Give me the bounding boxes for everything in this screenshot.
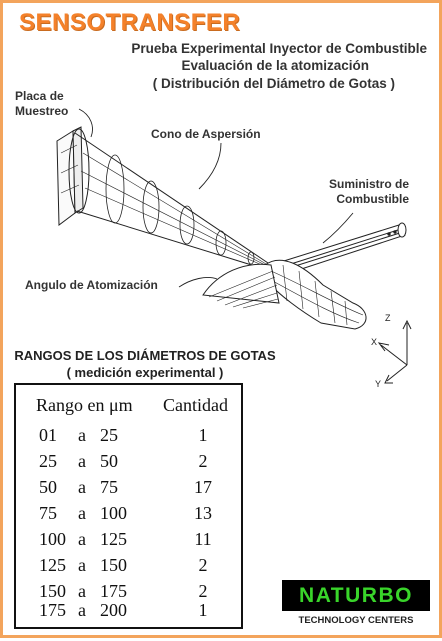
table-row <box>16 529 241 555</box>
range-count: 2 <box>198 451 208 471</box>
title-line-1: Prueba Experimental Inyector de Combustible <box>131 41 427 56</box>
label-supply <box>329 177 409 207</box>
range-to: 50 <box>100 451 118 471</box>
page-frame <box>3 3 439 635</box>
range-count: 2 <box>198 555 208 575</box>
column-header-count: Cantidad <box>163 395 228 415</box>
range-sep: a <box>78 451 86 471</box>
range-to: 100 <box>100 503 127 523</box>
range-to: 150 <box>100 555 127 575</box>
title-line-3: ( Distribución del Diámetro de Gotas ) <box>152 76 395 91</box>
range-count: 11 <box>194 529 212 549</box>
range-to: 175 <box>100 581 127 601</box>
range-to: 75 <box>100 477 118 497</box>
title-line-2: Evaluación de la atomización <box>181 58 369 73</box>
table-row <box>16 503 241 529</box>
table-row <box>16 600 241 626</box>
table-row <box>16 555 241 581</box>
angle-protractor <box>203 264 279 308</box>
range-to: 125 <box>100 529 127 549</box>
label-supply-line2: Combustible <box>336 192 410 206</box>
range-from: 50 <box>39 477 57 497</box>
range-sep: a <box>78 600 86 620</box>
ranges-heading <box>11 347 279 381</box>
table-row <box>16 425 241 451</box>
axis-x-label: X <box>371 337 378 347</box>
range-sep: a <box>78 581 86 601</box>
label-supply-line1: Suministro de <box>329 177 410 191</box>
range-count: 1 <box>198 600 208 620</box>
range-count: 2 <box>198 581 208 601</box>
label-plate-line1: Placa de <box>15 89 64 103</box>
range-from: 01 <box>39 425 57 445</box>
range-from: 25 <box>39 451 57 471</box>
range-from: 175 <box>39 600 66 620</box>
axis-y-label: Y <box>375 379 382 389</box>
range-count: 1 <box>198 425 208 445</box>
range-from: 75 <box>39 503 57 523</box>
label-plate-line2: Muestreo <box>15 104 69 118</box>
column-header-range: Rango en μm <box>36 395 133 415</box>
range-from: 100 <box>39 529 66 549</box>
range-sep: a <box>78 555 86 575</box>
table-row <box>16 451 241 477</box>
ranges-title: RANGOS DE LOS DIÁMETROS DE GOTAS <box>14 348 276 363</box>
range-to: 25 <box>100 425 118 445</box>
brand-title: SENSOTRANSFER <box>19 9 241 36</box>
range-from: 125 <box>39 555 66 575</box>
ranges-subtitle: ( medición experimental ) <box>66 365 224 380</box>
axis-z-label: Z <box>385 313 391 323</box>
naturbo-logo: NATURBO <box>282 580 430 611</box>
table-row <box>16 477 241 503</box>
range-sep: a <box>78 425 86 445</box>
range-sep: a <box>78 503 86 523</box>
label-plate <box>15 89 68 119</box>
spray-cone <box>69 129 271 271</box>
range-sep: a <box>78 529 86 549</box>
label-cone: Cono de Aspersión <box>151 127 261 141</box>
range-count: 17 <box>194 477 212 497</box>
axis-triad <box>379 321 411 383</box>
range-to: 200 <box>100 600 127 620</box>
label-angle: Angulo de Atomización <box>25 278 158 292</box>
droplet-range-table <box>14 383 243 629</box>
logo-tagline: TECHNOLOGY CENTERS <box>298 615 414 626</box>
sampling-plate <box>57 127 83 225</box>
injector-body <box>265 260 366 329</box>
range-count: 13 <box>194 503 212 523</box>
range-from: 150 <box>39 581 66 601</box>
range-sep: a <box>78 477 86 497</box>
